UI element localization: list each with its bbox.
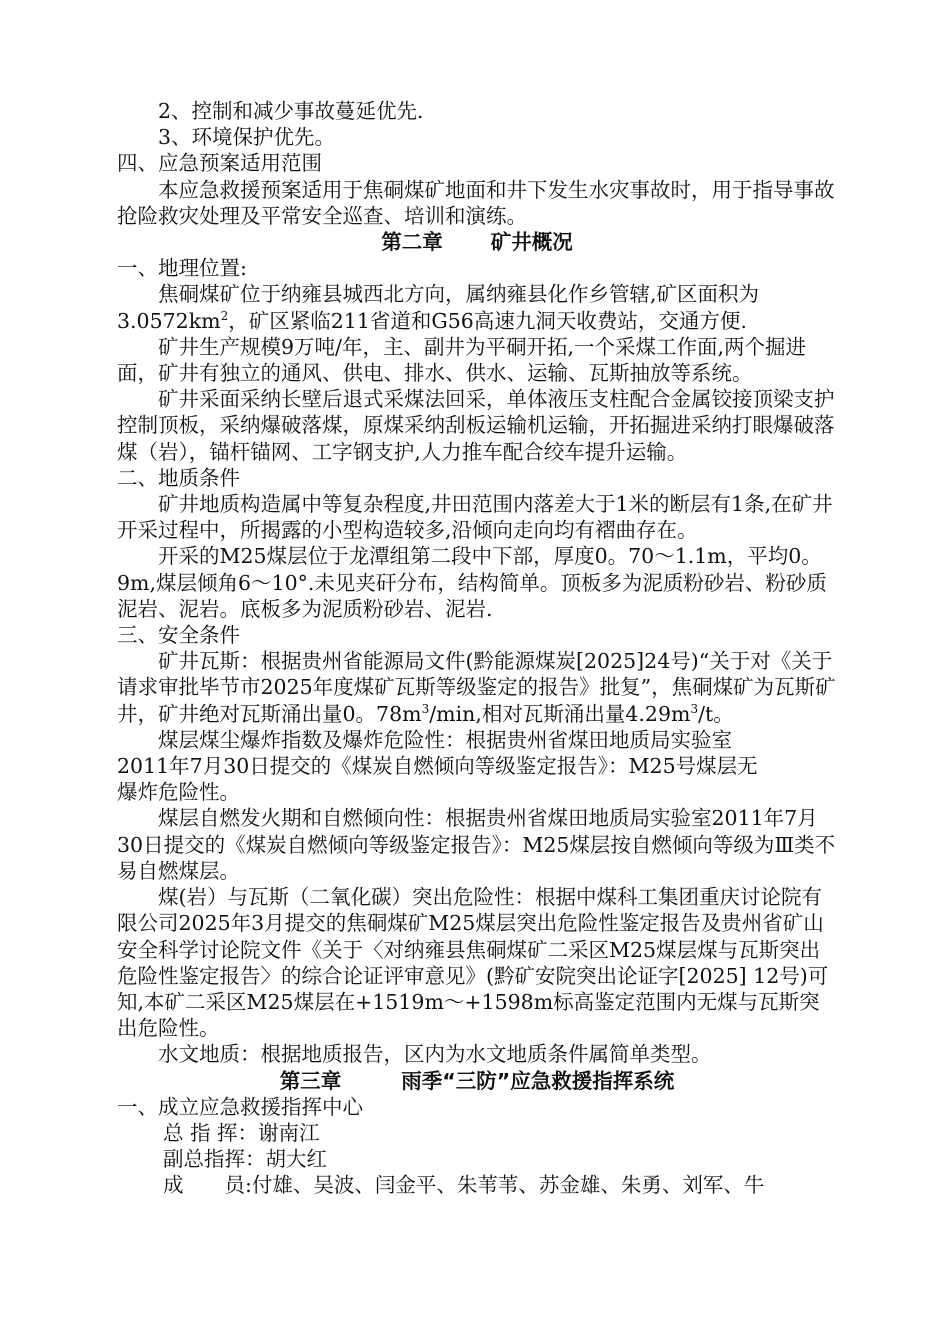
- roster-members-names: 付雄、吴波、闫金平、朱苇苇、苏金雄、朱勇、刘军、牛: [251, 1173, 765, 1198]
- roster-deputy-name: 胡大红: [265, 1147, 327, 1172]
- paragraph-dust-line-1: 煤层煤尘爆炸指数及爆炸危险性：根据贵州省煤田地质局实验室: [158, 727, 732, 752]
- section-heading-safety: 三、安全条件: [117, 623, 240, 648]
- roster-members: [117, 1172, 837, 1198]
- paragraph-hydrogeology: 水文地质：根据地质报告，区内为水文地质条件属简单类型。: [158, 1042, 712, 1067]
- paragraph-priority-2: 2、控制和减少事故蔓延优先.: [158, 99, 424, 123]
- paragraph-spontaneous-combustion: 煤层自燃发火期和自燃倾向性：根据贵州省煤田地质局实验室2011年7月30日提交的《煤炭自燃倾向等级鉴定报告》：M25煤层按自燃倾向等级为Ⅲ类不易自燃煤层。: [117, 806, 836, 883]
- section-heading-geology: 二、地质条件: [117, 465, 240, 490]
- paragraph-dust-line-2: 2011年7月30日提交的《煤炭自燃倾向等级鉴定报告》：M25号煤层无: [117, 754, 758, 779]
- superscript-3a: 3: [421, 701, 430, 716]
- roster-chief-name: 谢南江: [258, 1120, 320, 1145]
- paragraph-location: 焦硐煤矿位于纳雍县城西北方向，属纳雍县化作乡管辖,矿区面积为$3.0572km^2$，矿区紧临211省道和G56高速九洞天收费站，交通方便.: [117, 282, 760, 333]
- section-heading-command: 一、成立应急救援指挥中心: [117, 1094, 363, 1119]
- roster-deputy-label: 副总指挥：: [163, 1147, 266, 1172]
- paragraph-priority-3: 3、环境保护优先。: [158, 125, 336, 150]
- chapter-2-heading: [117, 229, 837, 255]
- paragraph-scope: 本应急救援预案适用于焦硐煤矿地面和井下发生水灾事故时，用于指导事故抢险救灾处理及平常安全巡查、培训和演练。: [117, 177, 835, 228]
- roster-chief: [117, 1120, 837, 1146]
- superscript-2: 2: [220, 308, 229, 323]
- section-heading-scope: 四、应急预案适用范围: [117, 151, 322, 176]
- roster-deputy: [117, 1146, 837, 1172]
- paragraph-gas: 矿井瓦斯：根据贵州省能源局文件(黔能源煤炭[2025]24号)“关于对《关于请求审批毕节市2025年度煤矿瓦斯等级鉴定的报告》批复”，焦硐煤矿为瓦斯矿井，矿井绝对瓦斯涌出量0。$78m^3/\min$,相对瓦斯涌出量$4.29m^3/t$。: [117, 649, 836, 726]
- roster-chief-label: 总 指 挥：: [163, 1120, 259, 1145]
- chapter-3-number: 第三章: [279, 1068, 342, 1093]
- paragraph-dust-line-3: 爆炸危险性。: [117, 780, 240, 805]
- paragraph-production: 矿井生产规模9万吨/年，主、副井为平硐开拓,一个采煤工作面,两个掘进面，矿井有独立的通风、供电、排水、供水、运输、瓦斯抽放等系统。: [117, 334, 806, 386]
- paragraph-outburst: 煤(岩）与瓦斯（二氧化碳）突出危险性：根据中煤科工集团重庆讨论院有限公司2025年3月提交的焦硐煤矿M25煤层突出危险性鉴定报告及贵州省矿山安全科学讨论院文件《关于〈对纳雍县焦硐煤矿二采区M25煤层煤与瓦斯突出危险性鉴定报告〉的综合论证评审意见》(黔矿安院突出论证字[2025] 12号)可知,本矿二采区M25煤层在+1519m～+1598m标高鉴定范围内无煤与瓦斯突出危险性。: [117, 885, 829, 1041]
- paragraph-structure: 矿井地质构造属中等复杂程度,井田范围内落差大于1米的断层有1条,在矿井开采过程中，所揭露的小型构造较多,沿倾向走向均有褶曲存在。: [117, 492, 833, 543]
- paragraph-mining-method: 矿井采面采纳长壁后退式采煤法回采，单体液压支柱配合金属铰接顶梁支护控制顶板，采纳爆破落煤，原煤采纳刮板运输机运输，开拓掘进采纳打眼爆破落煤（岩），锚杆锚网、工字钢支护,人力推车配合绞车提升运输。: [117, 387, 835, 464]
- chapter-3-heading: [117, 1068, 837, 1094]
- chapter-3-title: 雨季“三防”应急救援指挥系统: [401, 1068, 675, 1093]
- roster-members-label: 成 员:: [163, 1173, 252, 1198]
- paragraph-seam: 开采的M25煤层位于龙潭组第二段中下部，厚度0。70～1.1m，平均0。9m,煤层倾角6～10°.未见夹矸分布，结构简单。顶板多为泥质粉砂岩、粉砂质泥岩、泥岩。底板多为泥质粉砂岩、泥岩.: [117, 544, 827, 621]
- document-page: [117, 98, 837, 1199]
- chapter-2-number: 第二章: [381, 230, 443, 255]
- section-heading-location: 一、地理位置:: [117, 256, 247, 281]
- chapter-2-title: 矿井概况: [490, 230, 573, 255]
- superscript-3b: 3: [690, 701, 699, 716]
